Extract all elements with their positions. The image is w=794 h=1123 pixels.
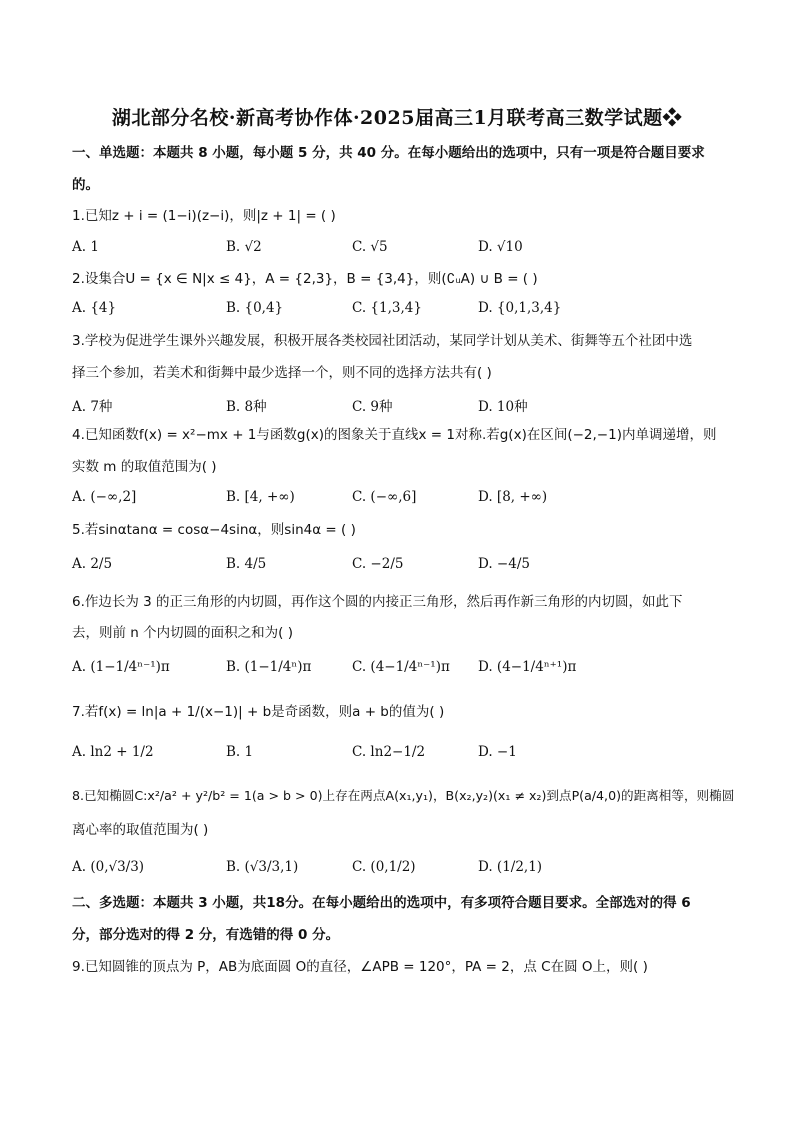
q3-option-d: D. 10种 xyxy=(478,399,528,415)
q6-options xyxy=(72,659,722,681)
q3-stem-line2: 择三个参加，若美术和街舞中最少选择一个，则不同的选择方法共有( ) xyxy=(72,365,492,381)
q5-option-a: A. 2/5 xyxy=(72,556,113,572)
q3-option-a: A. 7种 xyxy=(72,399,113,415)
q8-stem-line2: 离心率的取值范围为( ) xyxy=(72,822,209,838)
q4-option-c: C. (−∞,6] xyxy=(352,489,417,505)
q1-option-a: A. 1 xyxy=(72,239,99,255)
q6-stem-line1: 6.作边长为 3 的正三角形的内切圆，再作这个圆的内接正三角形，然后再作新三角形的内切圆，如此下 xyxy=(72,594,683,610)
section2-heading-cont: 分，部分选对的得 2 分，有选错的得 0 分。 xyxy=(72,927,340,943)
q1-option-c: C. √5 xyxy=(352,239,388,255)
q3-options xyxy=(72,395,722,417)
q8-option-b: B. (√3/3,1) xyxy=(226,859,299,875)
q2-options xyxy=(72,300,722,322)
q8-stem-line1: 8.已知椭圆C:x²/a² + y²/b² = 1(a > b > 0)上存在两点A(x₁,y₁)，B(x₂,y₂)(x₁ ≠ x₂)到点P(a/4,0)的距离相等，则椭圆 xyxy=(72,788,735,803)
q2-option-c: C. {1,3,4} xyxy=(352,300,422,316)
q4-option-d: D. [8, +∞) xyxy=(478,489,548,505)
q4-option-b: B. [4, +∞) xyxy=(226,489,295,505)
section2-heading: 二、多选题：本题共 3 小题，共18分。在每小题给出的选项中，有多项符合题目要求。全部选对的得 6 xyxy=(72,895,691,911)
q8-option-c: C. (0,1/2) xyxy=(352,859,416,875)
q7-option-a: A. ln2 + 1/2 xyxy=(72,744,154,760)
q4-option-a: A. (−∞,2] xyxy=(72,489,137,505)
q2-option-d: D. {0,1,3,4} xyxy=(478,300,562,316)
q6-option-c: C. (4−1/4ⁿ⁻¹)π xyxy=(352,659,450,675)
q5-options xyxy=(72,556,722,578)
q2-option-b: B. {0,4} xyxy=(226,300,284,316)
q1-options xyxy=(72,239,722,261)
q5-option-c: C. −2/5 xyxy=(352,556,404,572)
page-title: 湖北部分名校·新高考协作体·2025届高三1月联考高三数学试题❖ xyxy=(111,107,683,129)
q2-option-a: A. {4} xyxy=(72,300,117,316)
section1-heading: 一、单选题：本题共 8 小题，每小题 5 分，共 40 分。在每小题给出的选项中，只有一项是符合题目要求 xyxy=(72,145,705,161)
q1-option-b: B. √2 xyxy=(226,239,262,255)
q6-option-b: B. (1−1/4ⁿ)π xyxy=(226,659,312,675)
q8-option-a: A. (0,√3/3) xyxy=(72,859,145,875)
q1-stem: 1.已知z + i = (1−i)(z−i)，则|z + 1| = ( ) xyxy=(72,208,336,224)
q6-stem-line2: 去，则前 n 个内切圆的面积之和为( ) xyxy=(72,625,293,641)
q8-options xyxy=(72,859,722,881)
q4-stem-line1: 4.已知函数f(x) = x²−mx + 1与函数g(x)的图象关于直线x = 1对称.若g(x)在区间(−2,−1)内单调递增，则 xyxy=(72,427,717,443)
q2-stem: 2.设集合U = {x ∈ N|x ≤ 4}，A = {2,3}，B = {3,4}，则(∁ᵤA) ∪ B = ( ) xyxy=(72,271,538,287)
q5-option-b: B. 4/5 xyxy=(226,556,267,572)
q7-stem: 7.若f(x) = ln|a + 1/(x−1)| + b是奇函数，则a + b的值为( ) xyxy=(72,704,445,720)
q5-stem: 5.若sinαtanα = cosα−4sinα，则sin4α = ( ) xyxy=(72,522,356,538)
q7-option-c: C. ln2−1/2 xyxy=(352,744,426,760)
q3-option-b: B. 8种 xyxy=(226,399,267,415)
q7-option-b: B. 1 xyxy=(226,744,254,760)
q3-option-c: C. 9种 xyxy=(352,399,393,415)
q6-option-d: D. (4−1/4ⁿ⁺¹)π xyxy=(478,659,577,675)
q4-stem-line2: 实数 m 的取值范围为( ) xyxy=(72,459,217,475)
q3-stem-line1: 3.学校为促进学生课外兴趣发展，积极开展各类校园社团活动，某同学计划从美术、街舞等五个社团中选 xyxy=(72,333,693,349)
q7-options xyxy=(72,744,722,766)
section1-heading-cont: 的。 xyxy=(72,177,99,193)
q8-option-d: D. (1/2,1) xyxy=(478,859,543,875)
q7-option-d: D. −1 xyxy=(478,744,517,760)
q9-stem: 9.已知圆锥的顶点为 P，AB为底面圆 O的直径，∠APB = 120°，PA = 2，点 C在圆 O上，则( ) xyxy=(72,959,648,975)
q1-option-d: D. √10 xyxy=(478,239,523,255)
q4-options xyxy=(72,489,722,511)
q6-option-a: A. (1−1/4ⁿ⁻¹)π xyxy=(72,659,170,675)
q5-option-d: D. −4/5 xyxy=(478,556,530,572)
